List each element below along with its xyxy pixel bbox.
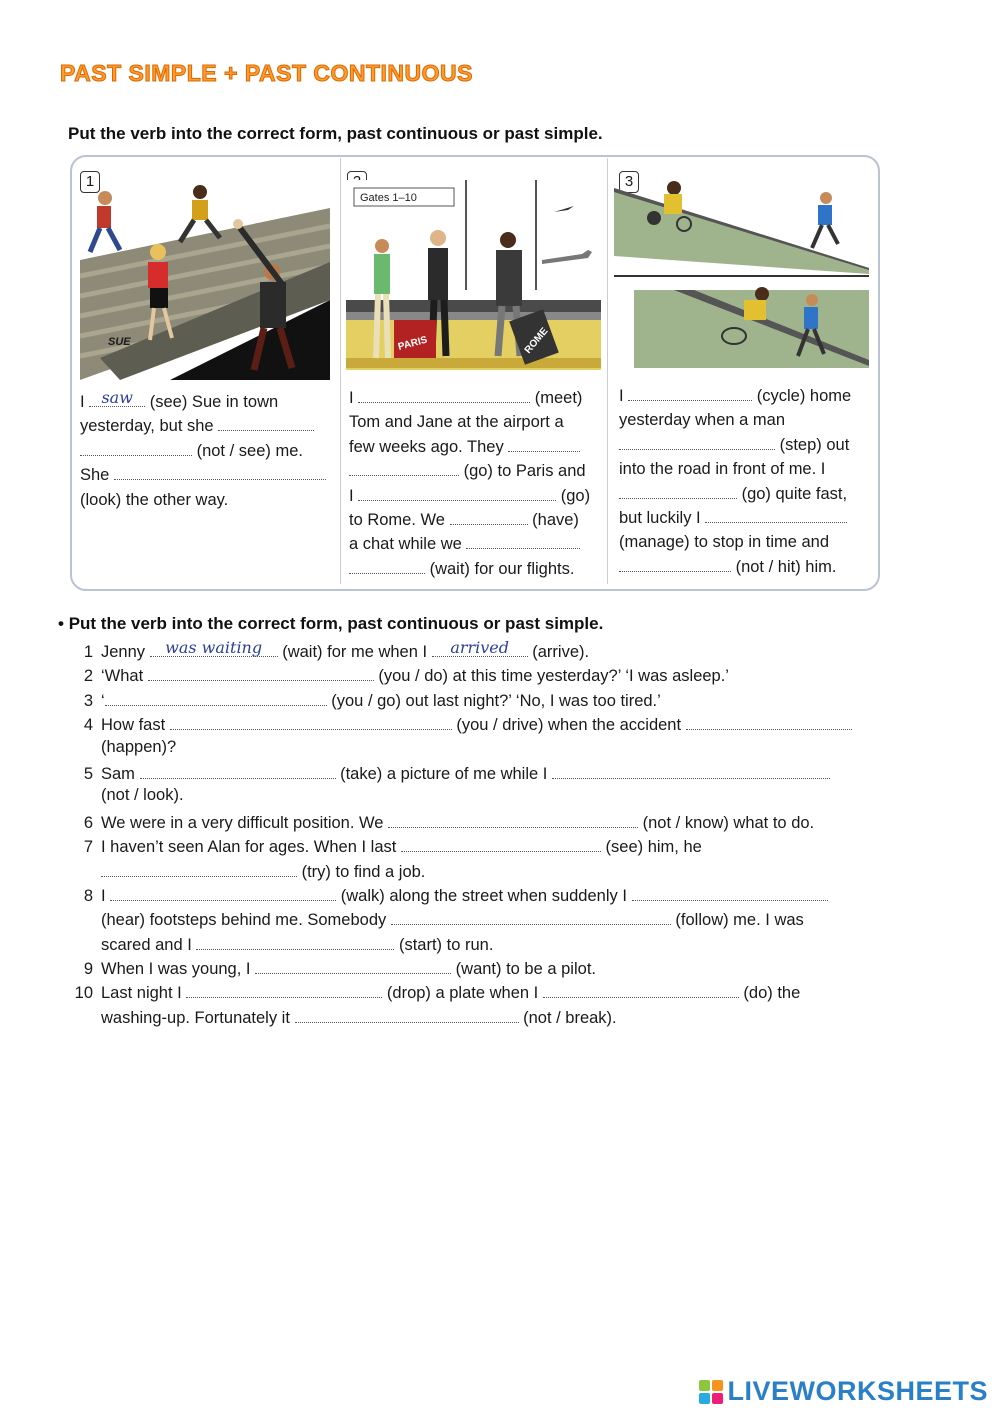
answer-blank[interactable] <box>80 439 192 456</box>
liveworksheets-logo <box>699 1376 988 1407</box>
answer-text: saw <box>101 388 133 407</box>
answer-blank[interactable] <box>619 433 775 450</box>
answer-blank[interactable] <box>619 555 731 572</box>
exercise-item: 2 ‘What (you / do) at this time yesterday?’ ‘I was asleep.’ <box>65 664 885 688</box>
answer-blank[interactable] <box>170 713 452 730</box>
answer-blank[interactable] <box>358 386 530 403</box>
panel-3-illustration <box>614 178 869 378</box>
exercise-item: 1 Jenny was waiting (wait) for me when I arrived (arrive). <box>83 638 590 661</box>
answer-blank[interactable] <box>432 640 528 657</box>
answer-blank[interactable] <box>543 981 739 998</box>
answer-blank[interactable] <box>101 860 297 877</box>
answer-blank[interactable] <box>358 484 556 501</box>
answer-blank[interactable] <box>686 713 852 730</box>
answer-blank[interactable] <box>450 508 528 525</box>
panel-divider <box>340 158 341 584</box>
exercise-list <box>65 640 885 1030</box>
answer-blank[interactable] <box>110 884 336 901</box>
answer-blank[interactable] <box>508 435 580 452</box>
answer-blank[interactable] <box>466 532 580 549</box>
answer-blank[interactable] <box>255 957 451 974</box>
exercise-item-continued: (not / look). <box>101 786 184 805</box>
exercise-item: 4 How fast (you / drive) when the accident <box>65 713 885 737</box>
panel-2-text: I (meet) Tom and Jane at the airport a few weeks ago. They (go) to Paris and I (go) to Rome. We (have) a chat while we (wait) for our flights. <box>349 386 590 581</box>
logo-text: LIVEWORKSHEETS <box>727 1376 988 1406</box>
answer-blank[interactable] <box>150 640 278 657</box>
exercise-item-continued: washing-up. Fortunately it (not / break). <box>65 1006 885 1030</box>
panel-1-text: I saw (see) Sue in town yesterday, but she (not / see) me. She (look) the other way. <box>80 390 326 512</box>
answer-blank[interactable] <box>105 689 327 706</box>
answer-blank[interactable] <box>148 664 374 681</box>
logo-mark-icon <box>699 1380 723 1404</box>
gates-sign: Gates 1–10 <box>360 192 417 204</box>
exercise-item-continued: (try) to find a job. <box>65 860 885 884</box>
panel-number-1: 1 <box>80 171 100 193</box>
panel-divider <box>607 158 608 584</box>
exercise-item: 5 Sam (take) a picture of me while I <box>65 762 885 786</box>
exercise-item: 8 I (walk) along the street when suddenly I <box>65 884 885 908</box>
answer-blank[interactable] <box>218 414 314 431</box>
exercise-item: 3 ‘ (you / go) out last night?’ ‘No, I was too tired.’ <box>65 689 885 713</box>
worksheet-title: PAST SIMPLE + PAST CONTINUOUS <box>60 60 473 86</box>
exercise-item: 6 We were in a very difficult position. We (not / know) what to do. <box>65 811 885 835</box>
answer-blank[interactable] <box>391 908 671 925</box>
answer-blank[interactable] <box>196 933 394 950</box>
instruction-top: Put the verb into the correct form, past continuous or past simple. <box>68 124 603 143</box>
bag-label-rome: ROME <box>522 325 551 356</box>
exercise-item: 7 I haven’t seen Alan for ages. When I last (see) him, he <box>65 835 885 859</box>
answer-blank[interactable] <box>140 762 336 779</box>
answer-text: arrived <box>450 638 510 657</box>
answer-blank[interactable] <box>552 762 830 779</box>
exercise-item: 9 When I was young, I (want) to be a pilot. <box>65 957 885 981</box>
exercise-item: 10 Last night I (drop) a plate when I (do) the <box>65 981 885 1005</box>
answer-blank[interactable] <box>114 463 326 480</box>
answer-blank[interactable] <box>628 384 752 401</box>
answer-blank[interactable] <box>89 390 145 407</box>
panel-3-text: I (cycle) home yesterday when a man (step) out into the road in front of me. I (go) quite fast, but luckily I (manage) to stop in time and (not / hit) him. <box>619 384 851 579</box>
answer-blank[interactable] <box>295 1006 519 1023</box>
panel-2-illustration <box>346 180 601 380</box>
panel-1-illustration <box>80 180 330 380</box>
answer-blank[interactable] <box>388 811 638 828</box>
exercise-item-continued: (hear) footsteps behind me. Somebody (follow) me. I was <box>65 908 885 932</box>
panel-number-3: 3 <box>619 171 639 193</box>
answer-blank[interactable] <box>632 884 828 901</box>
answer-blank[interactable] <box>705 506 847 523</box>
exercise-item-continued: scared and I (start) to run. <box>65 933 885 957</box>
bag-label-paris: PARIS <box>396 334 429 353</box>
instruction-bottom: • Put the verb into the correct form, past continuous or past simple. <box>58 614 604 633</box>
answer-blank[interactable] <box>401 835 601 852</box>
answer-blank[interactable] <box>349 557 425 574</box>
answer-blank[interactable] <box>349 459 459 476</box>
exercise-item-continued: (happen)? <box>101 737 177 756</box>
answer-blank[interactable] <box>186 981 382 998</box>
answer-text: was waiting <box>165 638 263 657</box>
answer-blank[interactable] <box>619 482 737 499</box>
sign-sue: SUE <box>108 336 131 348</box>
